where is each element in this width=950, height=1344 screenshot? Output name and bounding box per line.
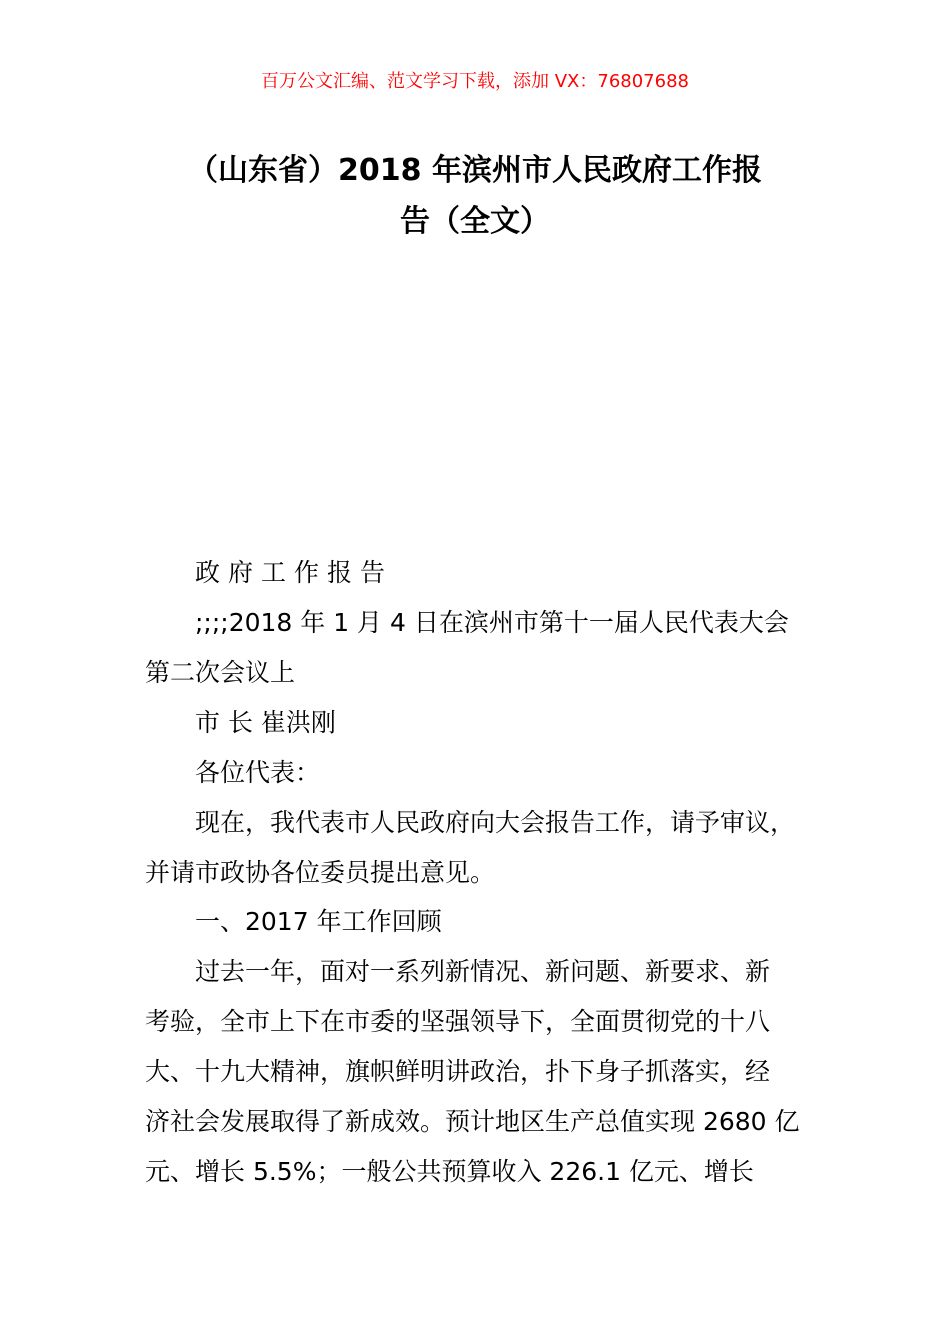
- review-paragraph-line-4: 济社会发展取得了新成效。预计地区生产总值实现 2680 亿: [145, 1107, 800, 1136]
- review-paragraph-line-1: 过去一年，面对一系列新情况、新问题、新要求、新: [195, 957, 771, 986]
- review-paragraph-line-3: 大、十九大精神，旗帜鲜明讲政治，扑下身子抓落实，经: [145, 1057, 771, 1086]
- review-paragraph-line-2: 考验，全市上下在市委的坚强领导下，全面贯彻党的十八: [145, 1007, 771, 1036]
- watermark-text: 百万公文汇编、范文学习下载，添加 VX：76807688: [261, 71, 689, 92]
- document-title-line-2: 告（全文）: [400, 204, 550, 239]
- meeting-date-line-2: 第二次会议上: [145, 658, 296, 687]
- review-paragraph-line-5: 元、增长 5.5%；一般公共预算收入 226.1 亿元、增长: [145, 1157, 754, 1186]
- document-title-line-1: （山东省）2018 年滨州市人民政府工作报: [188, 153, 762, 188]
- meeting-date-line-1: ;;;;2018 年 1 月 4 日在滨州市第十一届人民代表大会: [195, 608, 789, 637]
- intro-paragraph-line-2: 并请市政协各位委员提出意见。: [145, 858, 496, 887]
- speaker-line: 市 长 崔洪刚: [195, 708, 336, 737]
- greeting-line: 各位代表：: [195, 758, 321, 787]
- section-heading-1: 一、2017 年工作回顾: [195, 907, 442, 936]
- report-heading: 政府工作报告: [195, 558, 394, 587]
- intro-paragraph-line-1: 现在，我代表市人民政府向大会报告工作，请予审议，: [195, 808, 796, 837]
